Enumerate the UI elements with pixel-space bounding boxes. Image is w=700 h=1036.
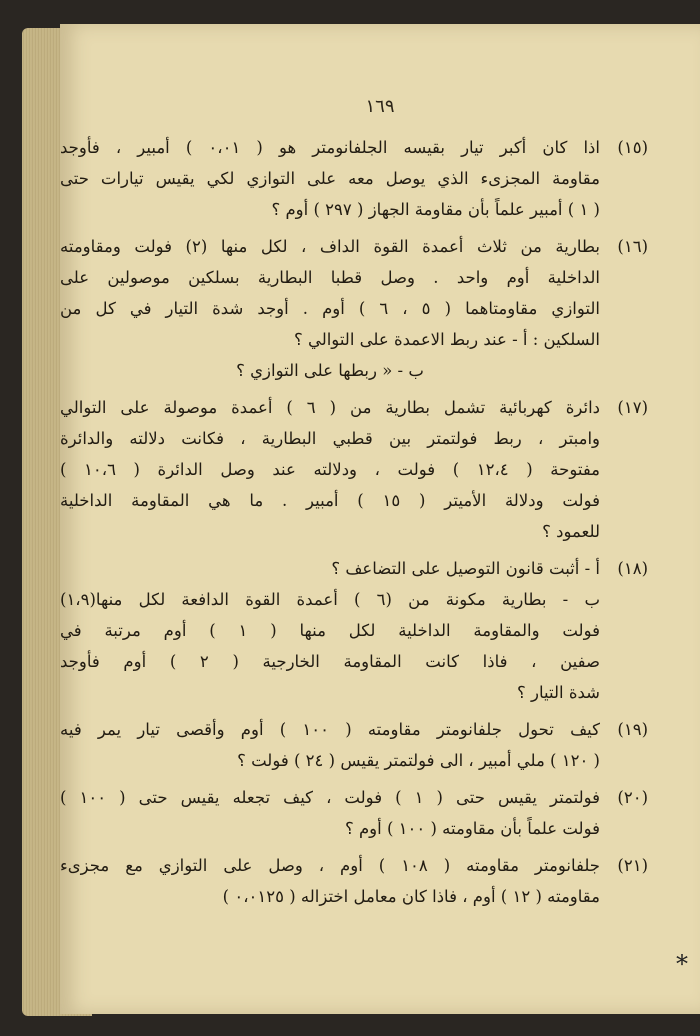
text-line: مفتوحة ( ١٢،٤ ) فولت ، ودلالته عند وصل الدائرة ( ١٠،٦ ) xyxy=(60,460,601,479)
problem-number: (١٨) xyxy=(617,559,648,578)
problem-item xyxy=(60,782,648,844)
problem-item xyxy=(60,392,648,547)
problem-text xyxy=(60,132,600,225)
text-line: ( ١ ) أمبير علماً بأن مقاومة الجهاز ( ٢٩٧ ) أوم ؟ xyxy=(271,200,600,219)
problem-number: (٢٠) xyxy=(617,788,648,807)
sub-question xyxy=(60,584,600,708)
footer-mark: * xyxy=(676,950,688,978)
text-line: بطارية من ثلاث أعمدة القوة الداف ، لكل منها (٢) فولت ومقاومته xyxy=(60,237,600,256)
text-line: وامبتر ، ربط فولتمتر بين قطبي البطارية ، فكانت دلالته والدائرة xyxy=(60,429,600,448)
text-line: فولت علماً بأن مقاومته ( ١٠٠ ) أوم ؟ xyxy=(344,819,600,838)
problem-number: (١٩) xyxy=(617,720,648,739)
text-line-sub-b: ب - « ربطها على التوازي ؟ xyxy=(236,361,424,380)
text-line: جلفانومتر مقاومته ( ١٠٨ ) أوم ، وصل على التوازي مع مجزىء xyxy=(60,856,601,875)
text-line: أ - أثبت قانون التوصيل على التضاعف ؟ xyxy=(331,559,600,578)
problem-text xyxy=(60,392,600,547)
problem-item xyxy=(60,850,648,912)
problem-number: (١٥) xyxy=(617,138,648,157)
problem-text xyxy=(60,850,600,912)
text-line: مقاومته ( ١٢ ) أوم ، فاذا كان معامل اختزاله ( ٠،٠١٢٥ ) xyxy=(222,887,600,906)
problem-item xyxy=(60,231,648,386)
problem-text xyxy=(60,231,600,386)
text-line: الداخلية أوم واحد . وصل قطبا البطارية بسلكين موصولين على xyxy=(60,268,600,287)
text-line: ( ١٢٠ ) ملي أمبير ، الى فولتمتر يقيس ( ٢٤ ) فولت ؟ xyxy=(237,751,600,770)
problem-text xyxy=(60,553,600,708)
text-line: للعمود ؟ xyxy=(542,522,600,541)
text-line: التوازي مقاومتاهما ( ٥ ، ٦ ) أوم . أوجد شدة التيار في كل من xyxy=(60,299,600,318)
page-content xyxy=(60,132,648,918)
text-line: اذا كان أكبر تيار بقيسه الجلفانومتر هو ( ٠،٠١ ) أمبير ، فأوجد xyxy=(60,138,600,157)
problem-number: (١٧) xyxy=(617,398,648,417)
text-line: فولت والمقاومة الداخلية لكل منها ( ١ ) أوم مرتبة في xyxy=(60,621,600,640)
problem-item xyxy=(60,553,648,708)
text-line: مقاومة المجزىء الذي يوصل معه على التوازي لكي يقيس تيارات حتى xyxy=(60,169,600,188)
problem-text xyxy=(60,782,600,844)
page-number: ١٦٩ xyxy=(365,96,395,117)
text-line: شدة التيار ؟ xyxy=(517,683,600,702)
text-line: ب - بطارية مكونة من (٦ ) أعمدة القوة الدافعة لكل منها(١،٩) xyxy=(60,590,600,609)
problem-item xyxy=(60,132,648,225)
problem-number: (٢١) xyxy=(617,856,648,875)
text-line: كيف تحول جلفانومتر مقاومته ( ١٠٠ ) أوم وأقصى تيار يمر فيه xyxy=(60,720,600,739)
problem-item xyxy=(60,714,648,776)
problem-number: (١٦) xyxy=(617,237,648,256)
text-line: فولت ودلالة الأميتر ( ١٥ ) أمبير . ما هي المقاومة الداخلية xyxy=(60,491,600,510)
problem-text xyxy=(60,714,600,776)
text-line: فولتمتر يقيس حتى ( ١ ) فولت ، كيف تجعله يقيس حتى ( ١٠٠ ) xyxy=(60,788,601,807)
book-page xyxy=(60,24,700,1014)
text-line: السلكين : أ - عند ربط الاعمدة على التوالي ؟ xyxy=(293,330,600,349)
text-line: صفين ، فاذا كانت المقاومة الخارجية ( ٢ ) أوم فأوجد xyxy=(60,652,601,671)
text-line: دائرة كهربائية تشمل بطارية من ( ٦ ) أعمدة موصولة على التوالي xyxy=(60,398,601,417)
